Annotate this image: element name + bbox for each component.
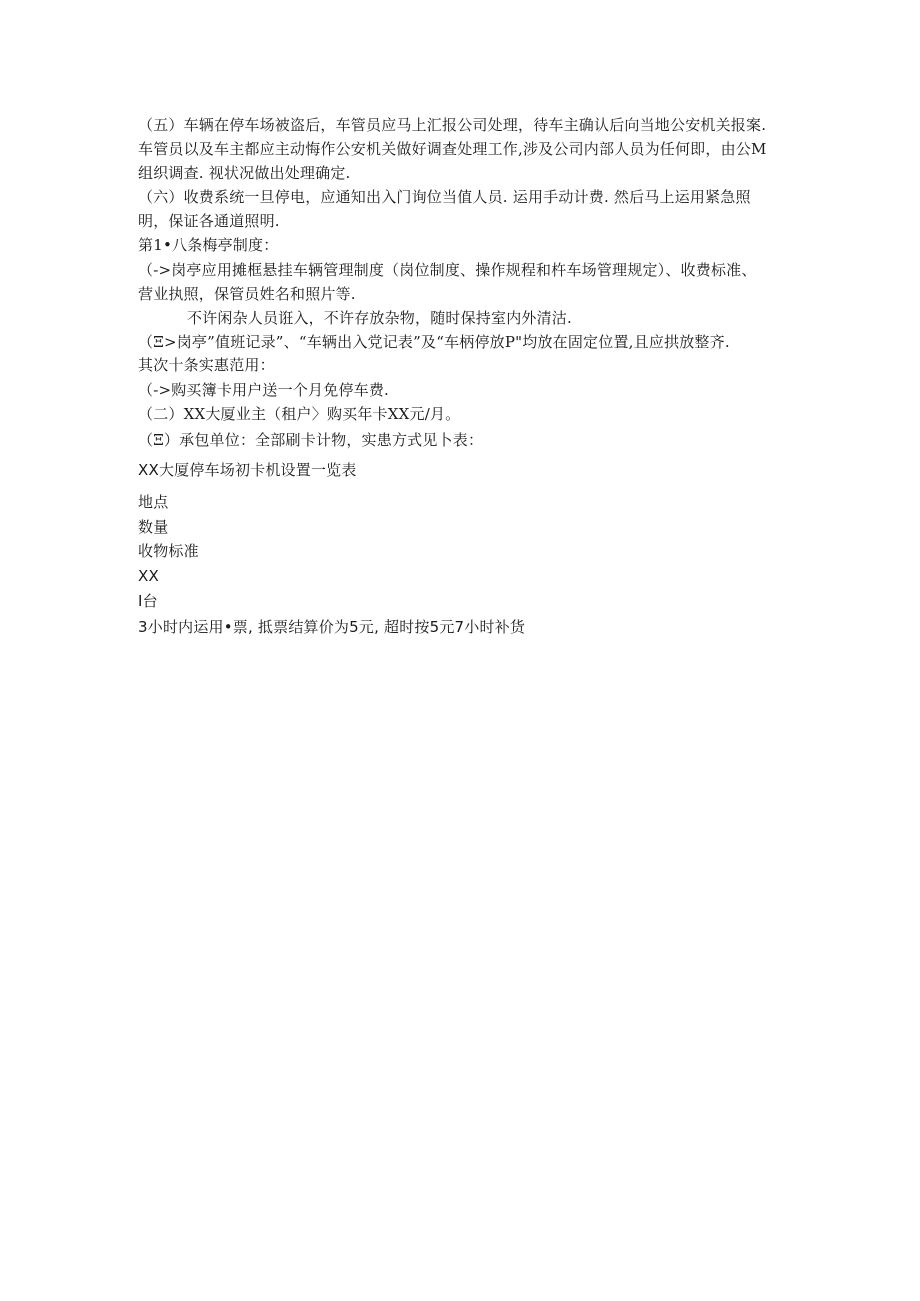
- table-header-quantity: 数量: [138, 518, 169, 536]
- table-header-location: 地点: [138, 493, 169, 511]
- table-cell-quantity: I台: [138, 592, 158, 610]
- table-title: XX大厦停车场初卡机设置一览表: [138, 461, 357, 479]
- section-heading-booth-rules: 第1•八条梅亭制度：: [138, 236, 279, 254]
- paragraph-booth-cleanliness: 不许闲杂人员诳入，不许存放杂物，随时保持室内外清沽.: [187, 309, 572, 327]
- paragraph-booth-license: 营业执照，保管员姓名和照片等.: [138, 285, 356, 303]
- table-cell-location: XX: [138, 567, 159, 585]
- paragraph-theft-investigation: 车管员以及车主都应主动悔作公安机关做好调查处理工作,涉及公司内部人员为任何即，由公M: [138, 140, 767, 158]
- section-heading-discount-scope: 其次十条实惠范用：: [138, 356, 275, 374]
- paragraph-power-outage: （六）收费系统一旦停电，应通知出入门询位当值人员. 运用手动计费. 然后马上运用紧急照: [138, 188, 751, 206]
- paragraph-discount-card: （->购买簿卡用户送一个月免停车费.: [138, 381, 390, 399]
- table-header-fee-standard: 收物标准: [138, 542, 199, 560]
- table-cell-fee-standard: 3小时内运用•票, 抵票结算价为5元, 超时按5元7小时补货: [138, 618, 526, 636]
- paragraph-discount-contractor: （Ξ）承包单位：全部刷卡计物，实患方式见卜表：: [138, 431, 484, 449]
- paragraph-theft-handling: （五）车辆在停车场被盗后，车管员应马上汇报公司处理，待车主确认后向当地公安机关报案.: [138, 116, 767, 134]
- paragraph-booth-records: （Ξ>岗亭”值班记录”、“车辆出入党记表”及“车柄停放P"均放在固定位置,且应拱放整齐.: [138, 333, 730, 351]
- paragraph-discount-annual: （二）XX大厦业主（租户〉购买年卡XX元/月。: [138, 405, 461, 423]
- paragraph-booth-display: （->岗亭应用摊框悬挂车辆管理制度（岗位制度、操作规程和杵车场管理规定）、收费标准、: [138, 261, 757, 279]
- paragraph-theft-decision: 组织调查. 视状况做出处理确定.: [138, 164, 351, 182]
- paragraph-lighting: 明，保证各通道照明.: [138, 212, 280, 230]
